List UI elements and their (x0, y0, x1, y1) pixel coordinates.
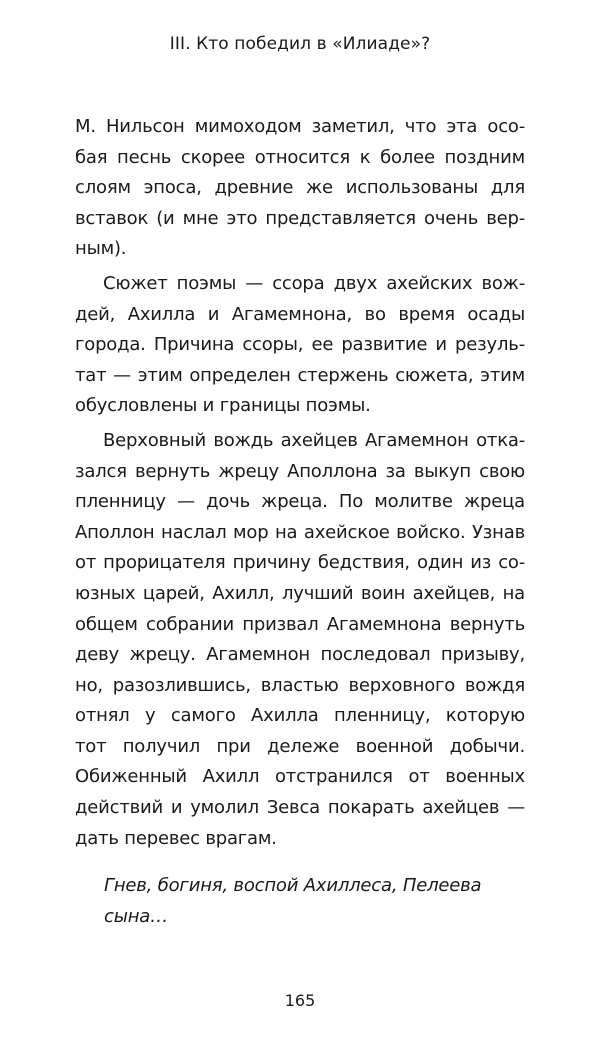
paragraph-3 (75, 426, 525, 854)
text-line: пленницу — дочь жреца. По молитве жреца (75, 491, 525, 513)
text-line: тот получил при дележе военной добычи. (75, 735, 525, 757)
text-line: бая песнь скорее относится к более поздним (75, 146, 525, 168)
text-line: дей, Ахилла и Агамемнона, во время осады (75, 303, 525, 325)
text-line: вставок (и мне это представляется очень вер- (75, 207, 525, 229)
epigraph-quote (104, 871, 525, 932)
body-text (75, 112, 525, 854)
text-line: юзных царей, Ахилл, лучший воин ахейцев, на (75, 582, 525, 604)
text-line: ным). (75, 238, 127, 260)
text-line: Обиженный Ахилл отстранился от военных (75, 766, 525, 788)
text-line: общем собрании призвал Агамемнона вернуть (75, 613, 525, 635)
paragraph-1 (75, 112, 525, 265)
text-line: но, разозлившись, властью верховного вождя (75, 674, 525, 696)
text-line: Аполлон наслал мор на ахейское войско. Узнав (75, 521, 525, 543)
text-line: Верховный вождь ахейцев Агамемнон отка- (103, 429, 525, 451)
text-line: от прорицателя причину бедствия, один из со- (75, 552, 525, 574)
epigraph-line: сына… (104, 905, 168, 927)
text-line: зался вернуть жрецу Аполлона за выкуп свою (75, 460, 525, 482)
text-line: обусловлены и границы поэмы. (75, 395, 371, 417)
text-line: деву жрецу. Агамемнон последовал призыву, (75, 644, 525, 666)
text-line: дать перевес врагам. (75, 827, 277, 849)
running-head: III. Кто победил в «Илиаде»? (169, 34, 431, 54)
text-line: тат — этим определен стержень сюжета, этим (75, 364, 525, 386)
text-line: слоям эпоса, древние же использованы для (75, 177, 525, 199)
text-line: Сюжет поэмы — ссора двух ахейских вож- (103, 272, 525, 294)
text-line: отнял у самого Ахилла пленницу, которую (75, 705, 525, 727)
text-line: действий и умолил Зевса покарать ахейцев — (75, 797, 525, 819)
page-number: 165 (284, 991, 316, 1010)
epigraph-line: Гнев, богиня, воспой Ахиллеса, Пелеева (104, 875, 482, 896)
text-line: города. Причина ссоры, ее развитие и резуль- (75, 334, 525, 356)
paragraph-2 (75, 269, 525, 422)
text-line: М. Нильсон мимоходом заметил, что эта осо- (75, 116, 525, 137)
